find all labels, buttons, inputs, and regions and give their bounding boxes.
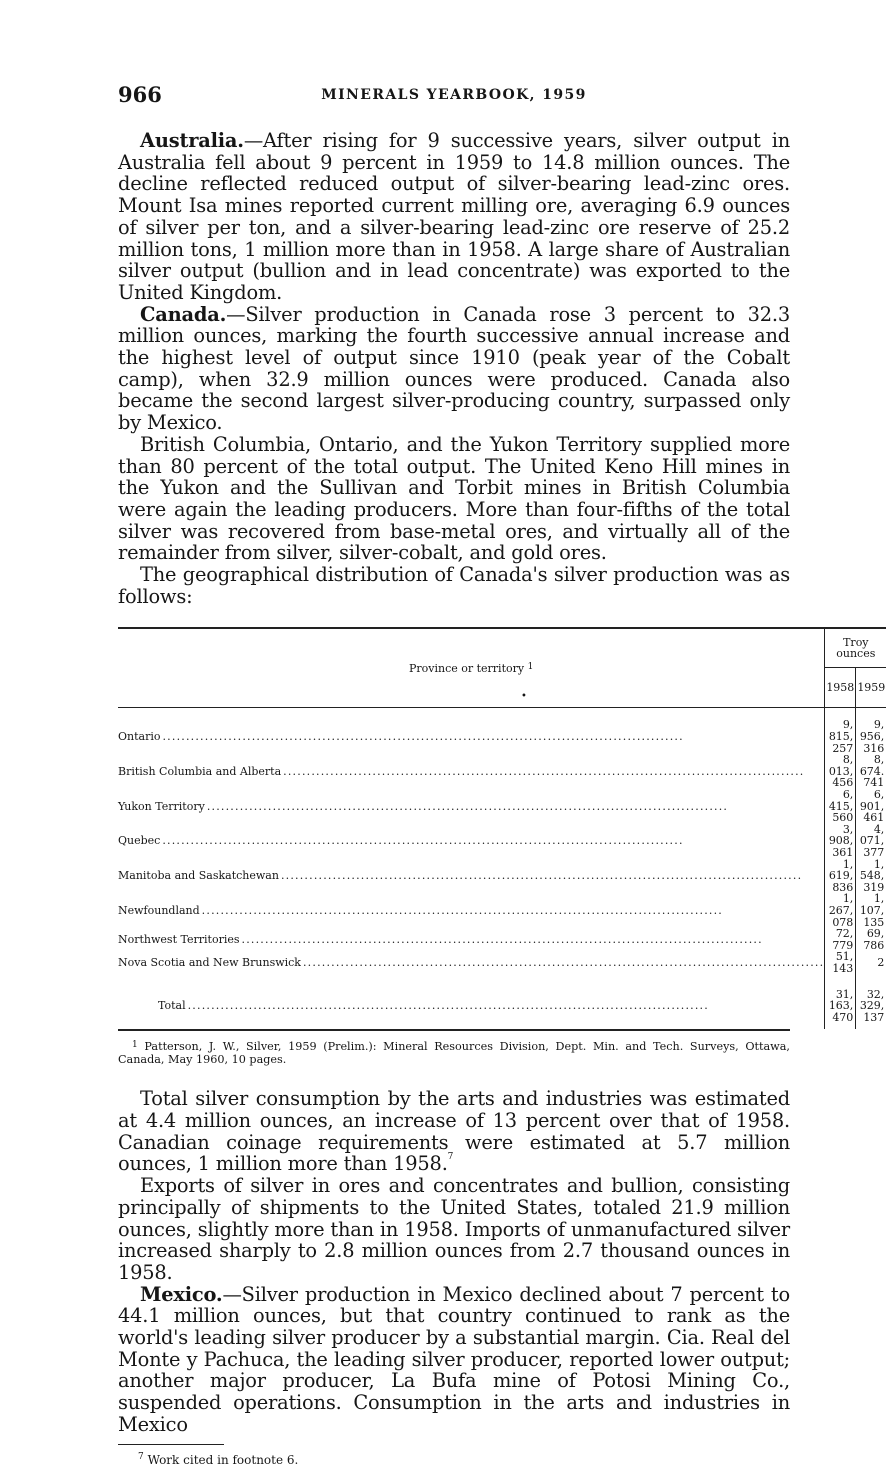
table-footnote-mark: 1 (132, 1040, 138, 1051)
mexico-heading: Mexico. (140, 1282, 223, 1306)
cell-1959: 8, 674. 741 (856, 754, 886, 789)
running-title: MINERALS YEARBOOK, 1959 (321, 87, 587, 103)
col-troy-ounces-header: Troy ounces (825, 628, 886, 668)
cell-1958: 9, 815, 257 (825, 708, 856, 754)
cell-1959: 4, 071, 377 (856, 824, 886, 859)
table-row: Manitoba and Saskatchewan ............................................................................................................... 1, 619, 836 1, 548, 319 (118, 857, 885, 894)
cell-1959: 9, 956, 316 (856, 708, 886, 754)
cell-1958: 51, 143 (825, 951, 856, 980)
consumption-paragraph (118, 1088, 790, 1175)
table-row: Yukon Territory ............................................................................................................... 6, 415, 560 6, 901, 461 (118, 788, 885, 825)
total-row: Total ............................................................................................................... 31, 163, 470 32, 329, 137 (118, 981, 886, 1030)
cell-1959: 1, 107, 135 (856, 893, 886, 928)
australia-paragraph (118, 130, 790, 304)
table-row: Quebec ............................................................................................................... 3, 908, 361 4, 071, 377 (118, 822, 885, 859)
row-label: Manitoba and Saskatchewan (118, 869, 279, 883)
cell-1958: 1, 619, 836 (825, 859, 856, 894)
row-label: Yukon Territory (118, 799, 205, 813)
geographical-paragraph: The geographical distribution of Canada's silver production was as follows: (118, 563, 790, 608)
cell-1958: 8, 013, 456 (825, 754, 856, 789)
canada-text: —Silver production in Canada rose 3 percent to 32.3 million ounces, marking the fourth successive annual increase and the highest level of output since 1910 (peak year of the Cobalt camp), when 32.9 million ounces were produced. Canada also became the second largest silver-producing country, surpassed only by Mexico. (118, 302, 790, 435)
mexico-text: —Silver production in Mexico declined about 7 percent to 44.1 million ounces, but that country continued to rank as the world's leading silver producer by a substantial margin. Cia. Real del Monte y Pachuca, the leading silver producer, reported lower output; another major producer, La Bufa mine of Potosi Mining Co., suspended operations. Consumption in the arts and industries in Mexico (118, 1282, 790, 1436)
table-row: Nova Scotia and New Brunswick ............................................................................................................... 51, 143 2 (118, 951, 886, 980)
col-1959-header: 1959 (856, 668, 886, 708)
row-label: Newfoundland (118, 903, 200, 917)
canada-paragraph (118, 304, 790, 434)
stray-mark: • (521, 691, 527, 703)
row-label: Quebec (118, 834, 161, 848)
canada-heading: Canada. (140, 302, 227, 326)
table-row: Ontario ............................................................................................................... 9, 815, 257 9, 956, 316 (118, 708, 886, 754)
row-label: Nova Scotia and New Brunswick (118, 956, 301, 970)
exports-paragraph: Exports of silver in ores and concentrates and bullion, consisting principally of shipments to the United States, totaled 21.9 million ounces, slightly more than in 1958. Imports of unmanufactured silver increased sharply to 2.8 million ounces from 2.7 thousand ounces in 1958. (118, 1174, 790, 1284)
cell-1958: 6, 415, 560 (825, 789, 856, 824)
page-footnote-text: Work cited in footnote 6. (147, 1452, 299, 1467)
australia-text: —After rising for 9 successive years, silver output in Australia fell about 9 percent in 1959 to 14.8 million ounces. The decline reflected reduced output of silver-bearing lead-zinc ores. Mount Isa mines reported current milling ore, averaging 6.9 ounces of silver per ton, and a silver-bearing lead-zinc ore reserve of 25.2 million tons, 1 million more than in 1958. A large share of Australian silver output (bullion and in lead concentrate) was exported to the United Kingdom. (118, 129, 790, 304)
page-number: 966 (118, 82, 162, 107)
row-label: British Columbia and Alberta (118, 764, 282, 778)
british-columbia-paragraph: British Columbia, Ontario, and the Yukon Territory supplied more than 80 percent of the total output. The United Keno Hill mines in the Yukon and the Sullivan and Torbit mines in British Columbia were again the leading producers. More than four-fifths of the total silver was recovered from base-metal ores, and virtually all of the remainder from silver, silver-cobalt, and gold ores. (118, 432, 790, 565)
page (118, 82, 886, 1467)
body-text (118, 130, 790, 607)
australia-heading: Australia. (140, 129, 244, 152)
col-province-header: Province or territory $^1$ (118, 628, 825, 708)
total-label: Total (158, 999, 186, 1013)
col-province-ref: 1 (527, 661, 534, 672)
table-row: Newfoundland ............................................................................................................... 1, 267, 078 1, 107, 135 (118, 892, 885, 929)
silver-production-table-block (118, 627, 886, 1066)
cell-1958: 3, 908, 361 (825, 824, 856, 859)
cell-1958: 1, 267, 078 (825, 893, 856, 928)
table-footnote-text: Patterson, J. W., Silver, 1959 (Prelim.): Mineral Resources Division, Dept. Min. and Tech. Surveys, Ottawa, Canada, May 1960, 10 pages. (118, 1040, 790, 1066)
total-1958: 31, 163, 470 (825, 981, 856, 1030)
footnote-ref-7: 7 (447, 1152, 454, 1163)
cell-1959: 2 (856, 951, 886, 980)
cell-1958: 72, 779 (825, 928, 856, 951)
page-footnote (138, 1453, 790, 1467)
page-header (118, 82, 790, 108)
page-footnote-mark: 7 (138, 1451, 144, 1462)
footnote-rule (118, 1444, 224, 1445)
mexico-paragraph (118, 1284, 790, 1436)
cell-1959: 1, 548, 319 (856, 859, 886, 894)
consumption-text: Total silver consumption by the arts and industries was estimated at 4.4 million ounces, an increase of 13 percent over that of 1958. Canadian coinage requirements were estimated at 5.7 million ounces, 1 million more than 1958. (118, 1087, 790, 1176)
cell-1959: 69, 786 (856, 928, 886, 951)
table-row: Northwest Territories ............................................................................................................... 72, 779 69, 786 (118, 927, 885, 952)
silver-production-table (118, 627, 886, 1029)
row-label: Northwest Territories (118, 932, 240, 946)
table-row: British Columbia and Alberta ............................................................................................................... 8, 013, 456 8, 674. 741 (118, 753, 885, 790)
row-label: Ontario (118, 730, 161, 744)
col-1958-header: 1958 (825, 668, 856, 708)
total-1959: 32, 329, 137 (856, 981, 886, 1030)
body-text-continued (118, 1088, 790, 1435)
table-bottom-rule (118, 1029, 790, 1031)
cell-1959: 6, 901, 461 (856, 789, 886, 824)
table-footnote (118, 1041, 790, 1066)
